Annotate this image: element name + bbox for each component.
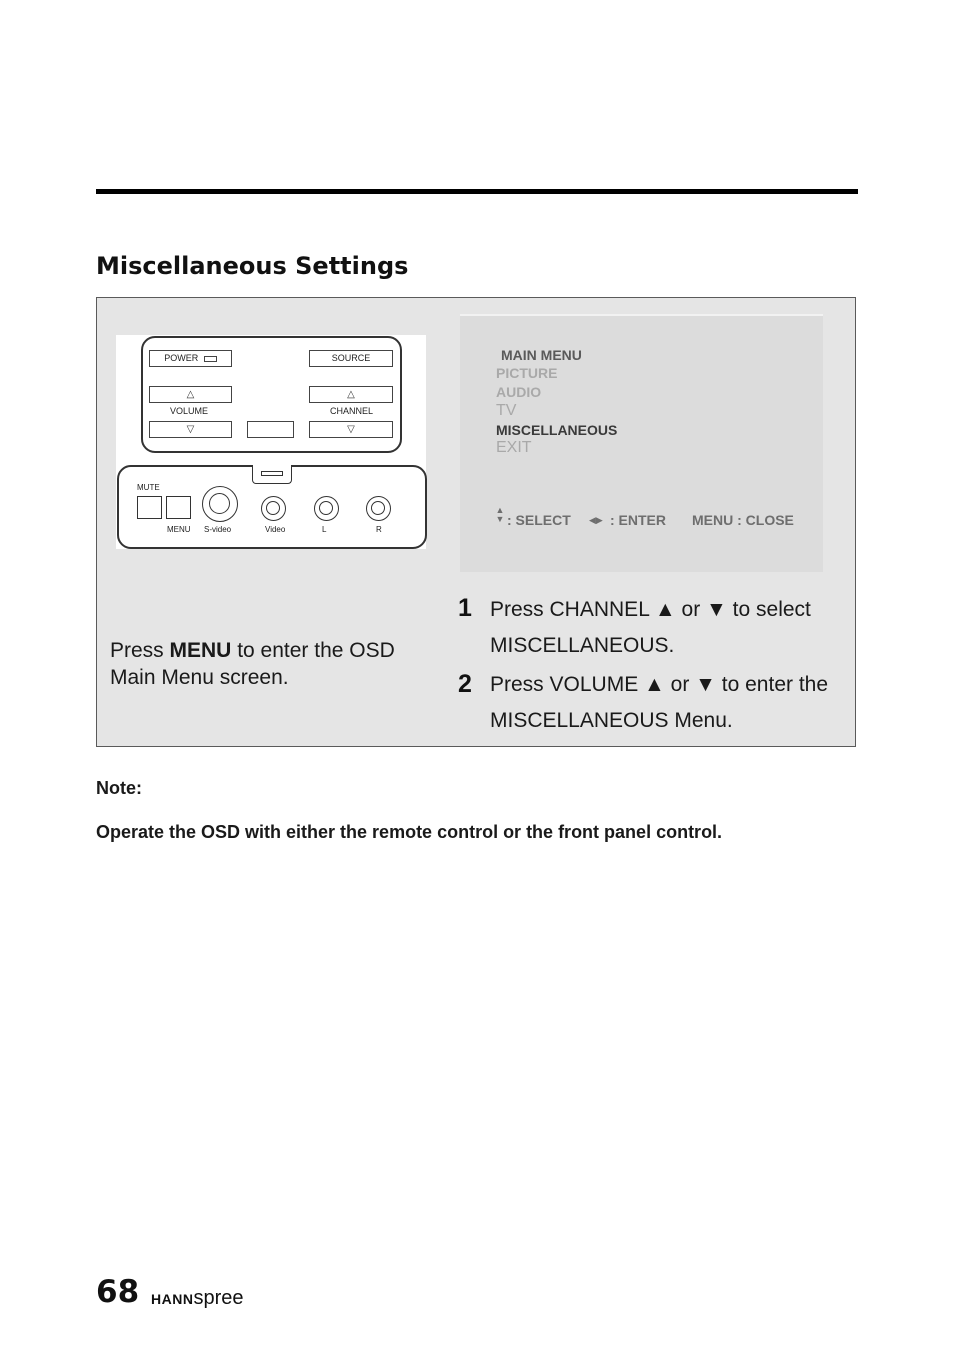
- channel-label: CHANNEL: [330, 406, 374, 416]
- panel-tab: [252, 465, 292, 484]
- volume-down-button: [149, 421, 232, 438]
- panel-input-section: [117, 465, 427, 549]
- r-label: R: [376, 525, 382, 534]
- menu-label: MENU: [167, 525, 191, 534]
- menu-keyword: MENU: [169, 639, 232, 662]
- triangle-down-icon: ▽: [347, 424, 355, 435]
- mute-label: MUTE: [137, 483, 160, 492]
- mute-button: [137, 496, 162, 519]
- video-jack-icon: [261, 496, 286, 521]
- osd-title: MAIN MENU: [501, 347, 582, 363]
- volume-label: VOLUME: [170, 406, 209, 416]
- video-label: Video: [265, 525, 286, 534]
- audio-right-jack-icon: [366, 496, 391, 521]
- page-number: 68: [96, 1274, 140, 1310]
- ir-sensor-window: [247, 421, 294, 438]
- volume-up-button: [149, 386, 232, 403]
- tab-slot: [261, 471, 283, 476]
- svideo-jack-icon: [202, 486, 238, 522]
- triangle-down-icon: ▽: [186, 424, 195, 435]
- svideo-label: S-video: [204, 525, 232, 534]
- step-2-number: 2: [458, 670, 472, 698]
- left-right-arrows-icon: ◀▶: [589, 515, 603, 525]
- channel-down-button: [309, 421, 393, 438]
- section-title: Miscellaneous Settings: [96, 252, 409, 280]
- top-rule: [96, 189, 858, 194]
- osd-hint-close: MENU : CLOSE: [692, 512, 794, 528]
- triangle-up-icon: △: [186, 389, 195, 400]
- up-down-arrows-icon: ▲ ▼: [495, 505, 505, 524]
- osd-item-miscellaneous: MISCELLANEOUS: [496, 422, 618, 438]
- front-panel-illustration: [116, 335, 426, 549]
- osd-main-menu: [460, 314, 823, 572]
- osd-hint-enter: : ENTER: [610, 512, 666, 528]
- osd-item-tv: TV: [496, 402, 517, 419]
- menu-instruction: Press MENU to enter the OSD Main Menu screen.: [110, 639, 395, 689]
- l-label: L: [322, 525, 327, 534]
- note-body: Operate the OSD with either the remote control or the front panel control.: [96, 822, 723, 842]
- source-button: SOURCE: [309, 350, 393, 367]
- instruction-box: [96, 297, 856, 747]
- channel-up-button: [309, 386, 393, 403]
- step-1-number: 1: [458, 594, 472, 622]
- step-1-text: Press CHANNEL ▲ or ▼ to select MISCELLANEOUS.: [490, 598, 811, 657]
- power-button: [149, 350, 232, 367]
- audio-left-jack-icon: [314, 496, 339, 521]
- panel-control-section: [141, 336, 402, 453]
- menu-button: [166, 496, 191, 519]
- brand-logo: HANNspree: [151, 1287, 244, 1309]
- osd-hint-select: : SELECT: [507, 512, 571, 528]
- power-label: POWER: [164, 353, 199, 363]
- osd-item-exit: EXIT: [496, 439, 532, 456]
- note-title: Note:: [96, 778, 142, 798]
- triangle-up-icon: △: [347, 389, 355, 400]
- power-indicator-icon: [204, 356, 217, 362]
- osd-item-picture: PICTURE: [496, 365, 558, 381]
- osd-item-audio: AUDIO: [496, 384, 542, 400]
- step-2-text: Press VOLUME ▲ or ▼ to enter the MISCELLANEOUS Menu.: [490, 673, 829, 732]
